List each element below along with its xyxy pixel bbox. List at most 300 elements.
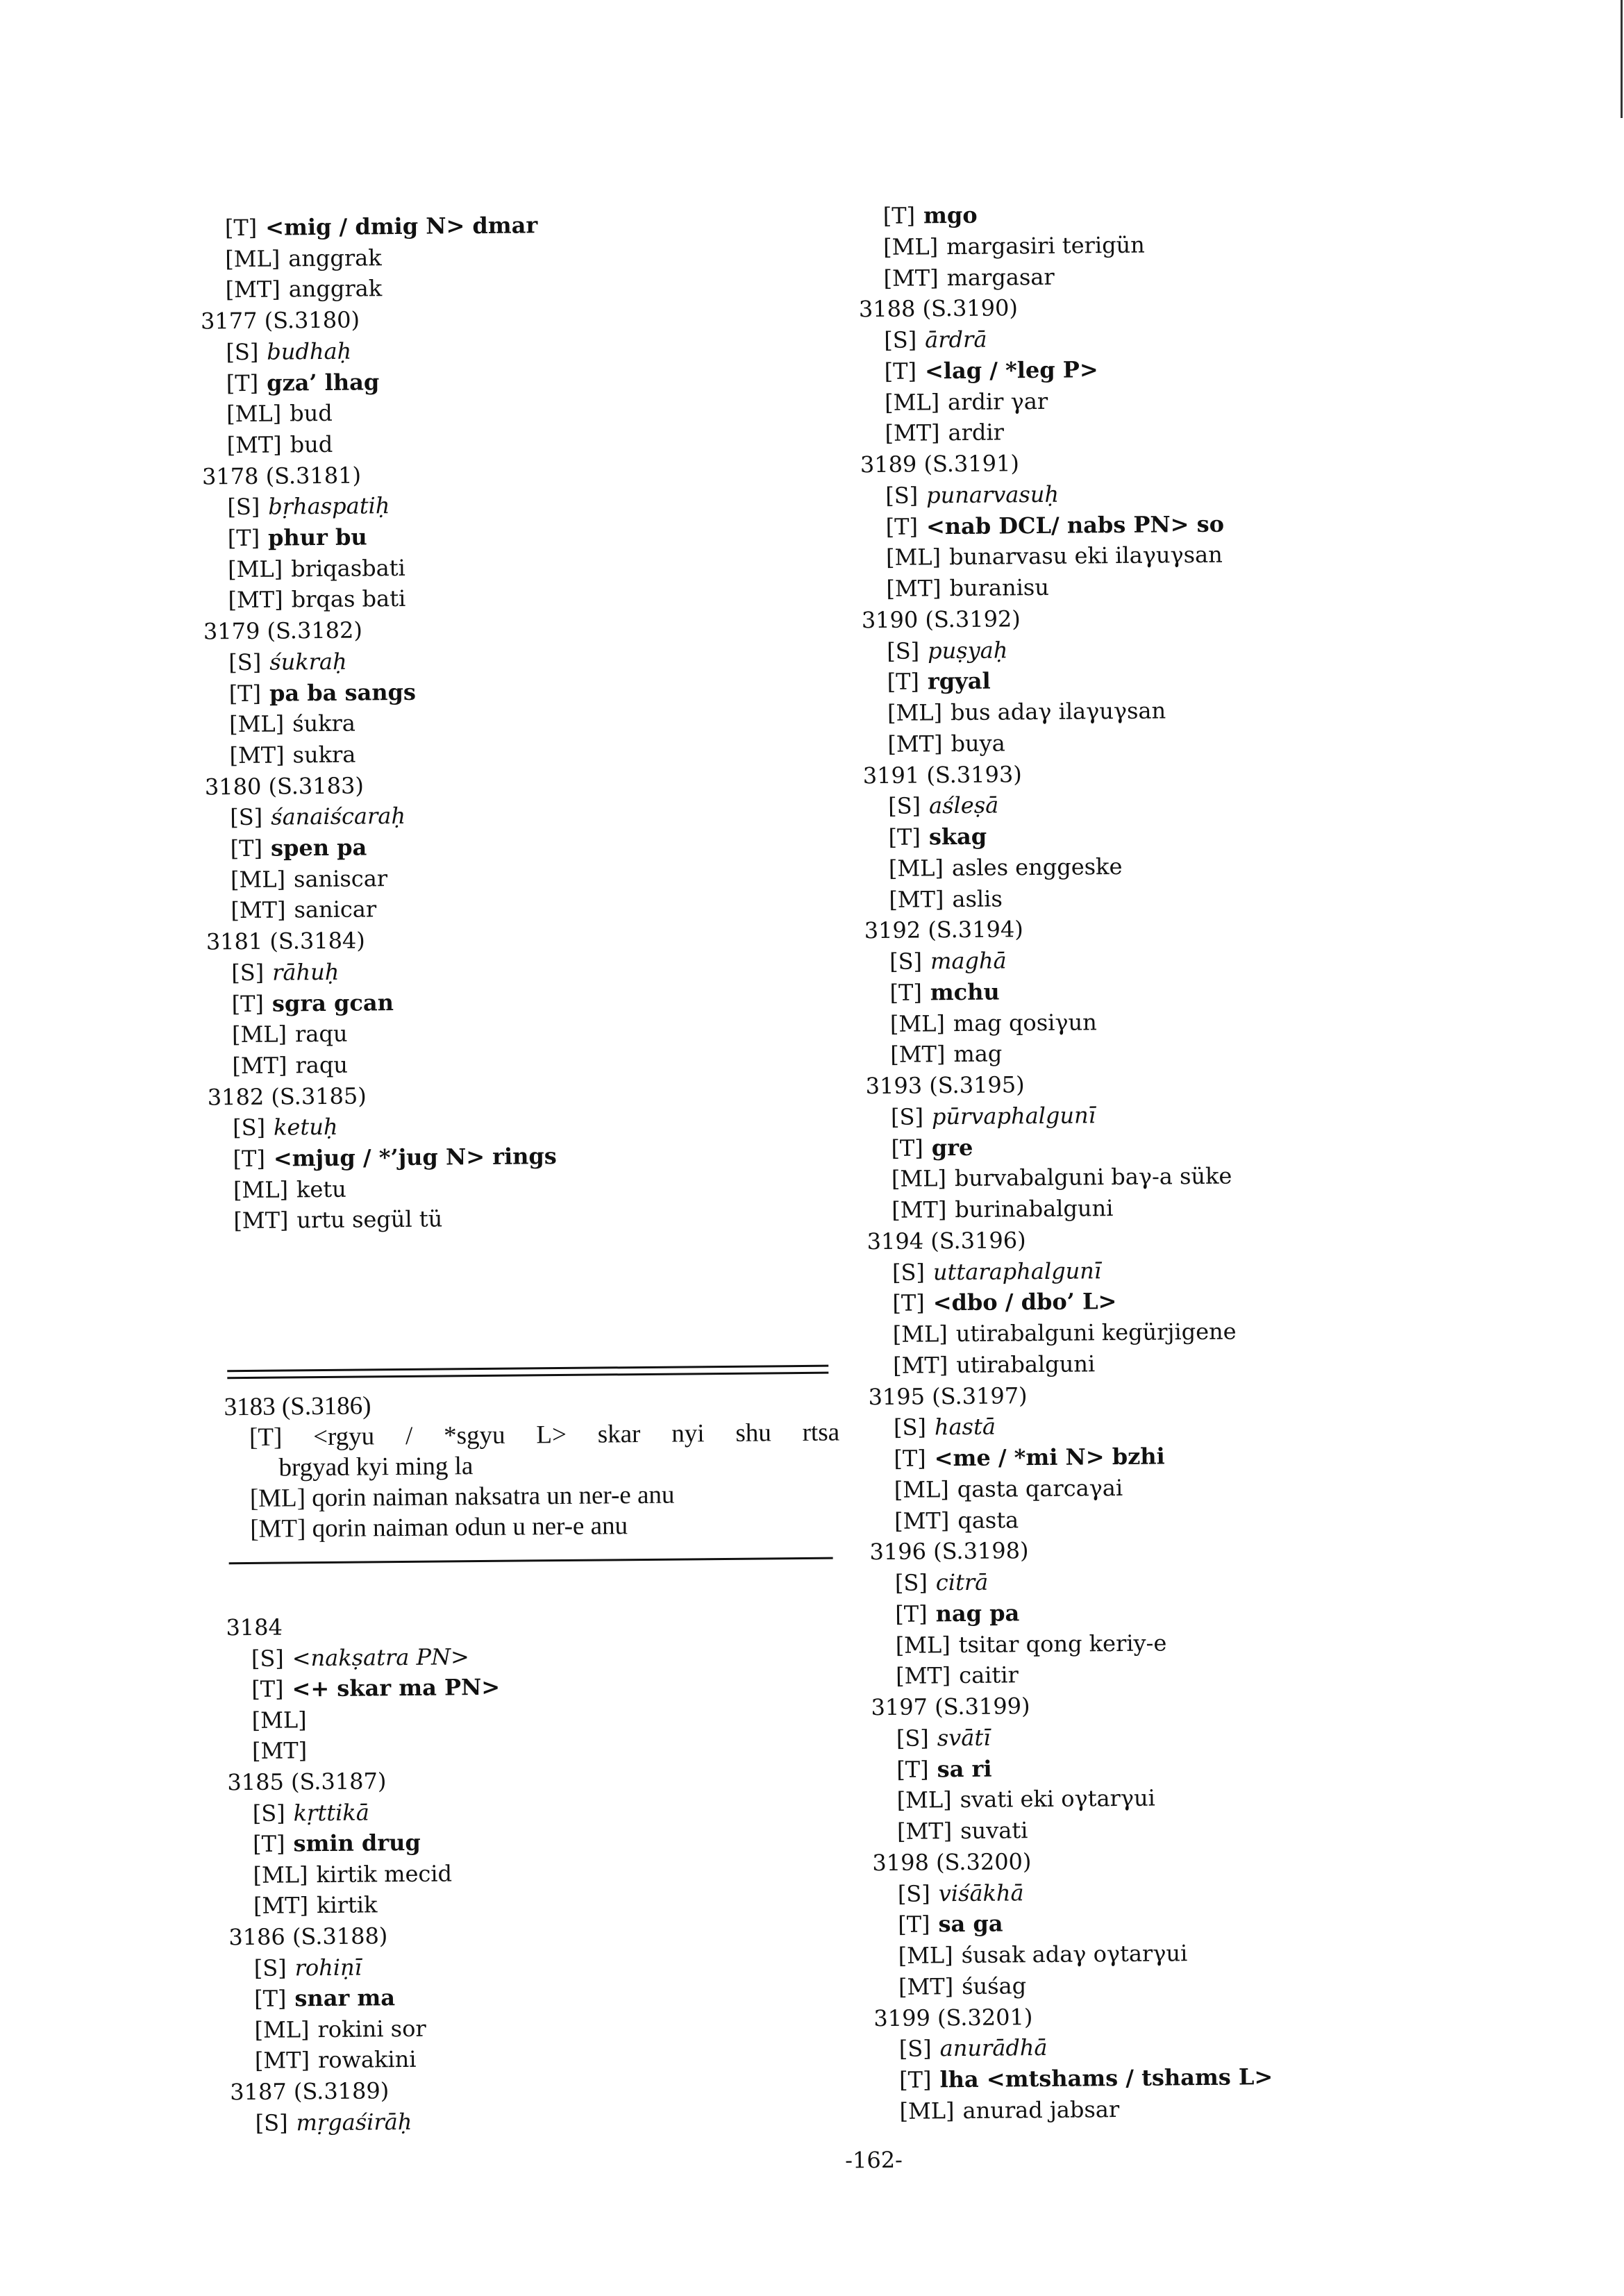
field-tag: [MT] [233, 1207, 289, 1234]
field-line-s [895, 1567, 989, 1598]
field-line-t [251, 1672, 500, 1704]
entry-number: 3193 (S.3195) [865, 1071, 1025, 1100]
field-line-t [225, 210, 538, 243]
field-value: spen pa [270, 834, 367, 862]
field-tag: [MT] [226, 431, 282, 459]
field-tag: [S] [896, 1725, 929, 1752]
entry-number: 3197 (S.3199) [871, 1693, 1030, 1721]
field-value: burinabalguni [955, 1195, 1114, 1223]
field-value: utirabalguni kegürjigene [955, 1318, 1237, 1348]
field-tag: [MT] [251, 1737, 308, 1765]
field-tag: [T] [251, 1675, 284, 1703]
field-value: mag qosiγun [953, 1008, 1097, 1037]
field-tag: [MT] [229, 741, 285, 769]
field-line-s [228, 646, 347, 677]
field-value: anggrak [288, 244, 382, 272]
field-value: bud [290, 430, 333, 458]
entry-number: 3189 (S.3191) [860, 450, 1020, 478]
field-value: pūrvaphalgunī [931, 1102, 1096, 1130]
field-tag: [T] [898, 1911, 930, 1938]
field-value: śusak adaγ oγtarγui [961, 1940, 1188, 1969]
field-value: sa ga [938, 1910, 1003, 1938]
field-value: ketu [296, 1175, 346, 1203]
field-line-ml [889, 851, 1123, 884]
field-tag: [ML] [254, 2016, 310, 2043]
entry-number: 3187 (S.3189) [230, 2077, 390, 2106]
field-value: maghā [930, 947, 1007, 975]
field-value: <mig / dmig N> dmar [265, 212, 538, 241]
field-tag: [MT] [250, 1514, 306, 1543]
field-tag: [ML] [898, 1942, 953, 1969]
field-value: svati eki oγtarγui [960, 1784, 1155, 1813]
field-tag: [MT] [232, 1052, 287, 1080]
field-line-mt [255, 2044, 417, 2076]
field-line-t [253, 1827, 421, 1859]
field-line-ml [251, 1704, 315, 1736]
field-value: skag [928, 823, 987, 850]
field-line-mt [232, 1050, 348, 1081]
field-value: margasiri terigün [946, 231, 1145, 260]
field-tag: [MT] [231, 896, 286, 924]
field-line-ml [899, 2094, 1119, 2127]
field-tag: [MT] [891, 1196, 947, 1223]
field-line-ml [890, 1007, 1097, 1039]
field-value: ketuḥ [273, 1114, 338, 1141]
field-value: raqu [294, 1020, 348, 1048]
field-line-s [253, 1797, 369, 1828]
field-line-ml [894, 1473, 1123, 1505]
field-tag: [T] [228, 680, 262, 707]
field-line-t [892, 1286, 1116, 1318]
field-tag: [MT] [898, 1972, 954, 2000]
field-value: ardir γar [947, 387, 1048, 415]
field-value: hastā [934, 1413, 996, 1441]
field-value: <rgyu / *sgyu L> skar nyi shu rtsa [313, 1418, 840, 1452]
field-value: sa ri [937, 1755, 992, 1782]
field-line-t [228, 521, 367, 553]
field-value: ardir [948, 419, 1005, 446]
field-tag: [T] [889, 979, 923, 1006]
field-value: śukraḥ [269, 648, 347, 676]
field-value: rgyal [927, 667, 991, 695]
entry-number: 3181 (S.3184) [206, 927, 365, 955]
field-value: qasta [957, 1506, 1019, 1534]
field-line-s [231, 957, 339, 988]
field-line-t [230, 832, 367, 864]
field-value: śuśag [961, 1972, 1027, 2000]
field-tag: [ML] [888, 854, 944, 882]
field-line-t [888, 821, 987, 853]
field-value: briqasbati [290, 554, 405, 583]
field-value: <mjug / *’jug N> rings [273, 1143, 558, 1172]
field-value: lha <mtshams / tshams L> [939, 2063, 1273, 2093]
field-tag: [T] [249, 1423, 283, 1452]
field-line-mt [252, 1736, 315, 1767]
field-line-mt [883, 261, 1055, 293]
entry-number: 3185 (S.3187) [227, 1768, 387, 1796]
field-value: mgo [923, 201, 978, 229]
field-value: mag [953, 1040, 1003, 1068]
field-value: uttaraphalgunī [932, 1257, 1102, 1285]
field-line-s [885, 478, 1059, 510]
field-value: bud [290, 400, 333, 427]
field-value: utirabalguni [956, 1350, 1096, 1378]
field-value: rowakini [317, 2046, 417, 2074]
field-line-t [896, 1753, 992, 1784]
field-value: kṛttikā [293, 1799, 369, 1827]
field-tag: [S] [253, 1954, 287, 1981]
field-line-s [256, 2106, 412, 2138]
field-line-mt [891, 1193, 1113, 1225]
field-line-s [898, 1877, 1024, 1909]
field-tag: [S] [233, 1114, 266, 1141]
field-tag: [ML] [253, 1861, 308, 1888]
field-line-t [894, 1441, 1165, 1473]
field-value: burvabalguni baγ-a süke [954, 1162, 1232, 1192]
field-value: <+ skar ma PN> [292, 1673, 501, 1702]
entry-number: 3192 (S.3194) [864, 916, 1023, 944]
field-line-s [892, 1255, 1101, 1288]
field-line-mt [898, 1970, 1026, 2002]
field-line-s [891, 1100, 1096, 1132]
field-value: gza’ lhag [266, 368, 380, 396]
field-line-ml [887, 695, 1166, 728]
field-value: anggrak [288, 275, 383, 303]
field-tag: [T] [892, 1289, 925, 1317]
field-line-s [226, 335, 351, 367]
field-value: śanaiścaraḥ [271, 803, 406, 830]
field-line-ml [226, 398, 333, 429]
field-line-ml [232, 1019, 348, 1050]
field-tag: [T] [233, 1145, 266, 1173]
field-tag: [MT] [890, 1041, 946, 1069]
field-line-s [887, 635, 1008, 667]
field-line-t [231, 987, 394, 1019]
field-tag: [ML] [894, 1475, 949, 1503]
field-tag: [ML] [891, 1165, 947, 1193]
entry-number: 3182 (S.3185) [207, 1082, 367, 1111]
tibetan-line [249, 1418, 839, 1453]
field-line-mt [228, 583, 405, 615]
field-value: rāhuḥ [271, 958, 340, 986]
field-value: snar ma [294, 1984, 396, 2012]
field-tag: [MT] [885, 419, 940, 447]
field-value: gre [931, 1134, 973, 1161]
field-value: aśleṣā [928, 791, 999, 819]
field-value: tsitar qong keriy-e [958, 1629, 1167, 1658]
field-line-mt [253, 1890, 378, 1922]
field-tag: [MT] [894, 1507, 950, 1534]
field-tag: [MT] [253, 1892, 309, 1920]
field-value: rohiṇī [294, 1954, 362, 1981]
double-rule-top [227, 1365, 828, 1373]
field-tag: [S] [252, 1800, 285, 1827]
field-line-s [896, 1722, 991, 1753]
field-value: ārdrā [925, 326, 987, 353]
field-value: <me / *mi N> bzhi [934, 1443, 1165, 1472]
entry-number: 3183 (S.3186) [224, 1391, 371, 1422]
field-line-ml [893, 1316, 1237, 1350]
field-tag: [ML] [251, 1707, 307, 1734]
field-line-s [227, 490, 390, 522]
field-line-s [889, 945, 1007, 976]
field-value: anurad jabsar [962, 2095, 1120, 2124]
entry-number: 3199 (S.3201) [873, 2003, 1033, 2031]
field-value: margasar [946, 263, 1055, 291]
field-line-mt [233, 1204, 442, 1237]
field-line-t [889, 976, 1000, 1007]
scan-edge-line [1621, 0, 1623, 118]
entry-number: 3198 (S.3200) [872, 1847, 1032, 1876]
entry-number: 3177 (S.3180) [200, 306, 360, 335]
field-tag: [MT] [887, 730, 943, 757]
field-tag: [S] [251, 1645, 284, 1672]
field-line-t [885, 354, 1098, 387]
field-line-s [884, 324, 987, 355]
field-line-ml [233, 1173, 346, 1205]
field-line-mt [896, 1660, 1019, 1692]
field-tag: [T] [884, 358, 917, 385]
field-tag: [T] [885, 512, 919, 540]
field-line-t [229, 676, 417, 708]
field-line-mt [885, 417, 1004, 449]
field-tag: [ML] [231, 1021, 287, 1048]
field-value: kirtik mecid [316, 1860, 453, 1888]
field-tag: [S] [889, 948, 923, 975]
field-tag: [T] [882, 202, 916, 229]
field-line-t [883, 200, 978, 231]
field-tag: [T] [896, 1755, 929, 1783]
field-line-mt [897, 1815, 1028, 1847]
field-tag: [ML] [889, 1009, 946, 1037]
field-line-t [887, 666, 990, 697]
field-tag: [T] [226, 369, 259, 396]
field-tag: [ML] [225, 245, 281, 272]
field-value: svātī [937, 1724, 991, 1752]
field-line-s [254, 1952, 362, 1983]
field-line-t [898, 1909, 1003, 1940]
field-line-t [254, 1982, 395, 2014]
field-value: smin drug [293, 1829, 421, 1857]
field-tag: [ML] [226, 400, 282, 428]
field-line-mt [889, 883, 1003, 914]
field-value: asles enggeske [951, 853, 1123, 881]
field-value: sanicar [294, 896, 377, 923]
field-value: buya [951, 730, 1005, 757]
field-line-ml [885, 385, 1048, 417]
field-line-ml [253, 1858, 452, 1890]
field-value: sukra [292, 741, 356, 769]
field-tag: [ML] [230, 866, 286, 893]
field-tag: [MT] [228, 586, 283, 614]
field-line-ml [231, 863, 387, 895]
field-line-s [894, 1411, 996, 1443]
field-tag: [S] [894, 1569, 928, 1596]
field-value: śukra [292, 710, 356, 737]
field-tag: [T] [230, 835, 263, 862]
ml-line [250, 1478, 843, 1514]
field-tag: [S] [884, 326, 917, 353]
field-tag: [S] [897, 1879, 930, 1907]
field-tag: [MT] [896, 1818, 953, 1845]
field-value: bṛhaspatiḥ [268, 492, 390, 520]
field-tag: [ML] [228, 555, 283, 583]
mt-line [250, 1509, 843, 1544]
field-tag: [ML] [249, 1484, 306, 1513]
field-line-t [899, 2061, 1273, 2095]
field-value: mṛgaśirāḥ [296, 2108, 412, 2136]
field-tag: [T] [894, 1445, 926, 1472]
field-line-s [888, 790, 998, 821]
field-tag: [MT] [895, 1662, 951, 1690]
page-number: -162- [845, 2146, 903, 2174]
field-tag: [T] [899, 2066, 932, 2093]
field-tag: [ML] [228, 710, 285, 738]
field-tag: [MT] [883, 264, 939, 292]
field-tag: [MT] [225, 276, 281, 303]
field-value: saniscar [293, 864, 388, 893]
field-tag: [S] [885, 482, 919, 509]
entry-number: 3188 (S.3190) [858, 294, 1019, 323]
entry-number: 3178 (S.3181) [201, 462, 362, 490]
boxed-entry-3183 [224, 1386, 844, 1545]
field-tag: [S] [226, 338, 259, 365]
field-tag: [ML] [233, 1176, 289, 1203]
field-value: puṣyaḥ [927, 636, 1008, 664]
entry-number: 3191 (S.3193) [862, 760, 1022, 789]
field-value: punarvasuḥ [926, 480, 1060, 509]
field-line-ml [898, 1938, 1187, 1971]
entry-number: 3196 (S.3198) [869, 1537, 1029, 1566]
field-value: rokini sor [317, 2015, 426, 2043]
field-value: nag pa [935, 1600, 1020, 1627]
field-tag: [MT] [254, 2047, 310, 2075]
field-value: raqu [295, 1051, 349, 1079]
field-value: urtu segül tü [296, 1205, 443, 1234]
field-line-ml [896, 1783, 1155, 1816]
double-rule-bottom [227, 1372, 828, 1380]
field-value: <lag / *leg P> [924, 355, 1098, 385]
field-line-ml [225, 242, 382, 274]
entry-number: 3179 (S.3182) [203, 617, 363, 645]
field-tag: [S] [898, 2035, 932, 2063]
field-line-mt [225, 274, 382, 305]
field-tag: [S] [255, 2109, 288, 2136]
field-line-ml [254, 2013, 426, 2045]
field-value: citrā [935, 1568, 989, 1596]
field-line-ml [891, 1161, 1232, 1194]
field-value: pa ba sangs [269, 678, 417, 707]
field-tag: [ML] [892, 1321, 948, 1348]
field-value: <dbo / dbo’ L> [932, 1288, 1117, 1316]
field-tag: [T] [887, 668, 920, 696]
field-tag: [MT] [886, 575, 941, 602]
field-line-s [230, 801, 405, 832]
field-value: brqas bati [291, 585, 406, 613]
field-value: anurādhā [939, 2034, 1048, 2062]
field-tag: [ML] [887, 699, 943, 726]
field-line-ml [896, 1627, 1167, 1660]
field-tag: [MT] [893, 1351, 948, 1379]
field-tag: [S] [893, 1414, 927, 1441]
box-bottom-rule [229, 1557, 833, 1565]
field-line-t [226, 367, 380, 399]
field-line-ml [228, 553, 405, 585]
field-tag: [S] [887, 637, 920, 664]
field-line-mt [887, 728, 1005, 759]
field-tag: [T] [231, 990, 265, 1017]
field-line-mt [894, 1505, 1019, 1536]
field-tag: [S] [888, 792, 921, 820]
field-value: qorin naiman naksatra un ner-e anu [312, 1480, 675, 1513]
field-value: <nab DCL/ nabs PN> so [926, 510, 1225, 539]
field-line-t [885, 508, 1224, 542]
field-line-s [899, 2032, 1048, 2064]
field-tag: [ML] [885, 544, 941, 571]
field-line-mt [886, 572, 1049, 604]
field-value: bus adaγ ilaγuγsan [950, 697, 1166, 726]
field-tag: [S] [231, 959, 265, 986]
field-value: aslis [952, 885, 1003, 912]
field-value: <nakṣatra PN> [292, 1643, 470, 1672]
entry-number: 3195 (S.3197) [868, 1382, 1028, 1410]
field-line-s [233, 1112, 338, 1143]
field-line-mt [231, 894, 376, 926]
field-line-mt [893, 1348, 1095, 1381]
field-tag: [MT] [889, 885, 944, 913]
field-tag: [ML] [882, 233, 939, 260]
field-tag: [T] [895, 1600, 928, 1627]
field-line-ml [229, 708, 355, 740]
field-value: qorin naiman odun u ner-e anu [312, 1511, 628, 1543]
entry-number: 3184 [226, 1614, 283, 1641]
field-line-s [251, 1641, 469, 1674]
field-tag: [S] [230, 804, 263, 831]
field-tag: [S] [891, 1258, 926, 1286]
field-tag: [T] [888, 823, 921, 850]
field-value: sgra gcan [271, 989, 394, 1017]
field-tag: [T] [253, 1985, 287, 2013]
field-value: qasta qarcaγai [957, 1474, 1123, 1502]
field-tag: [T] [227, 524, 260, 552]
field-line-t [233, 1141, 557, 1174]
entry-number: 3186 (S.3188) [228, 1922, 388, 1951]
field-tag: [T] [253, 1830, 285, 1858]
field-value: buranisu [949, 573, 1050, 602]
field-line-mt [890, 1039, 1002, 1070]
field-line-ml [886, 539, 1223, 573]
field-value: mchu [930, 978, 1000, 1006]
field-value: phur bu [267, 523, 367, 551]
field-value: viśākhā [938, 1879, 1024, 1907]
entry-number: 3194 (S.3196) [867, 1226, 1026, 1255]
tibetan-line-continued: brgyad kyi ming la [278, 1452, 474, 1482]
field-tag: [S] [228, 648, 262, 676]
field-tag: [ML] [899, 2097, 955, 2125]
field-value: kirtik [316, 1891, 378, 1919]
field-tag: [ML] [895, 1631, 951, 1659]
field-tag: [S] [227, 494, 260, 521]
entry-number: 3180 (S.3183) [204, 772, 365, 801]
field-line-ml [883, 229, 1145, 262]
field-tag: [T] [891, 1134, 923, 1162]
field-tag: [ML] [884, 388, 940, 416]
field-value: budhaḥ [267, 337, 352, 365]
field-line-mt [226, 429, 333, 460]
field-line-t [891, 1132, 973, 1163]
entry-number: 3190 (S.3192) [861, 605, 1021, 633]
field-tag: [T] [224, 214, 258, 242]
